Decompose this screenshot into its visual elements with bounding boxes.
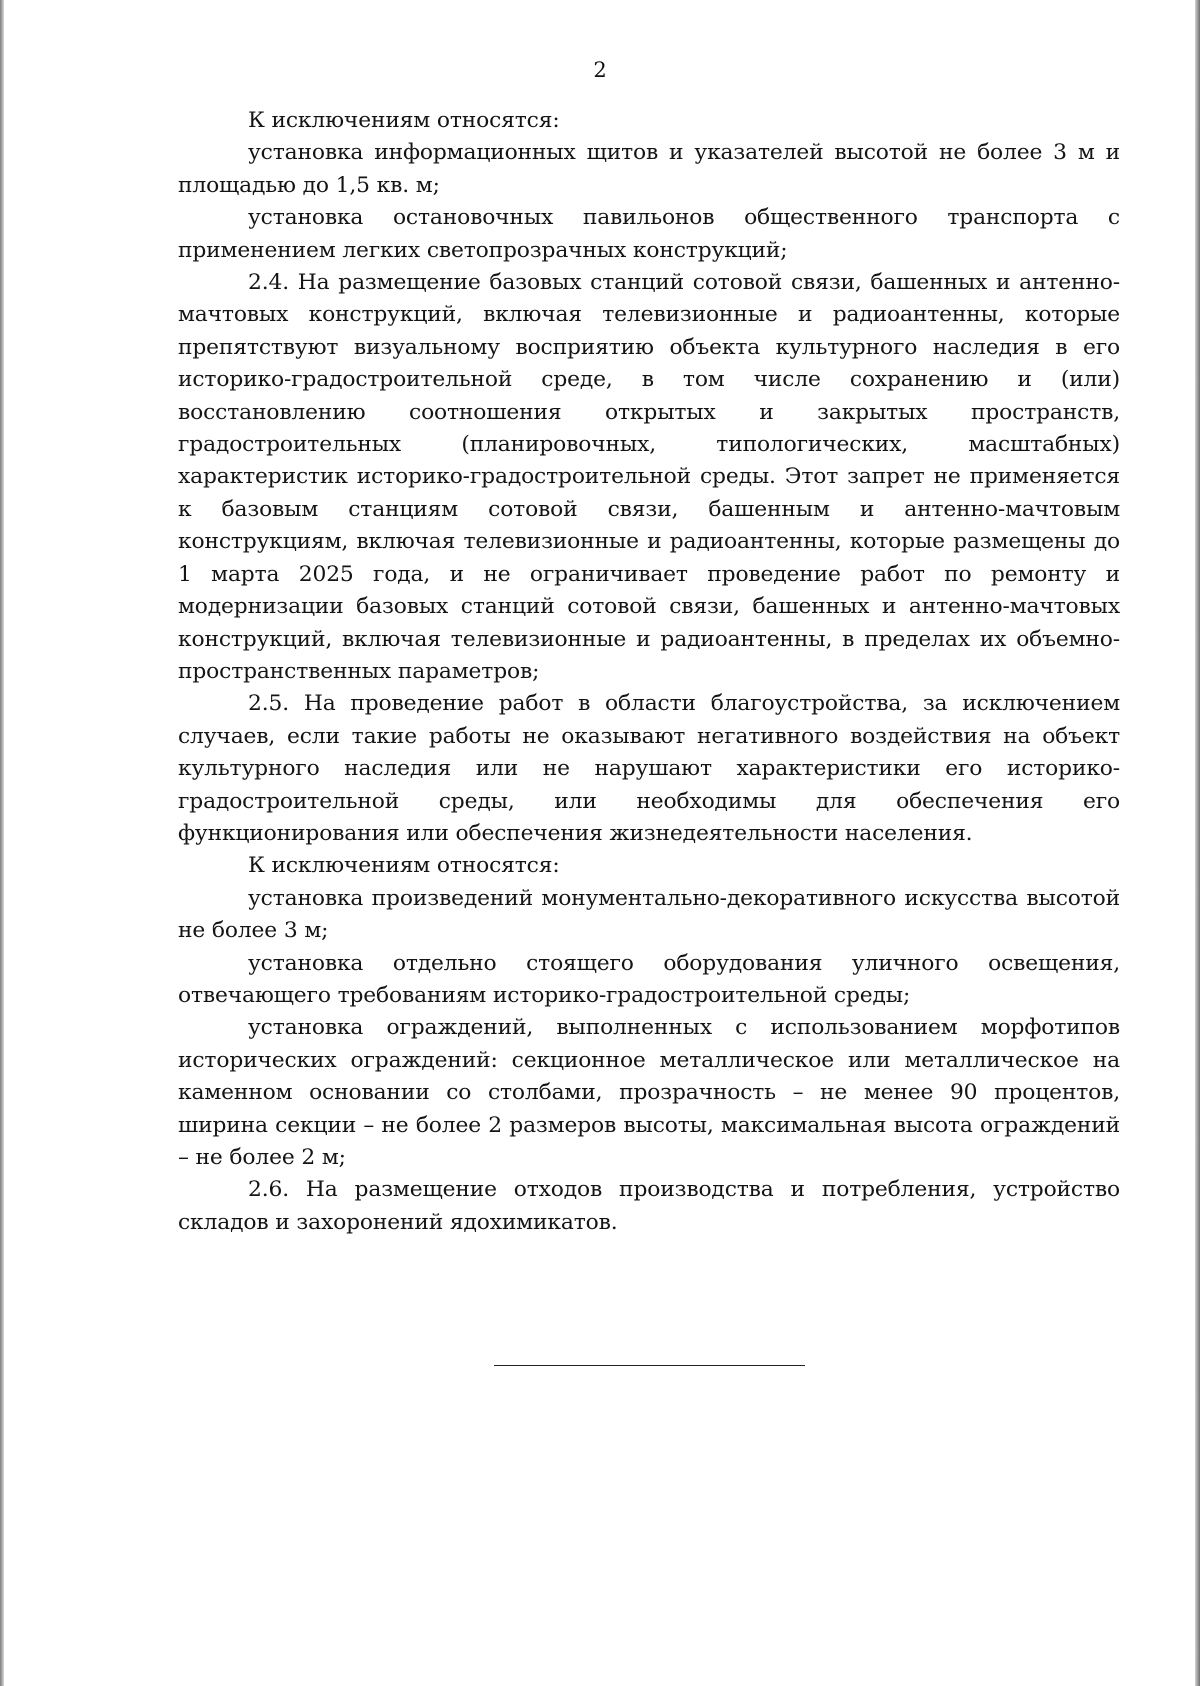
paragraph-info-boards: установка информационных щитов и указателей высотой не более 3 м и площадью до 1,5 кв. м; [178,140,1120,198]
page-number: 2 [593,58,607,82]
document-body [178,105,1120,1239]
paragraph-2-4: 2.4. На размещение базовых станций сотовой связи, башенных и антенно-мачтовых конструкций, включая телевизионные и радиоантенны, которые препятствуют визуальному восприятию объекта культурного наследия в его историко-градостроительной среде, в том числе сохранению и (или) восстановлению соотношения открытых и закрытых пространств, градостроительных (планировочных, типологических, масштабных) характеристик историко-градостроительной среды. Этот запрет не применяется к базовым станциям сотовой связи, башенным и антенно-мачтовым конструкциям, включая телевизионные и радиоантенны, которые размещены до 1 марта 2025 года, и не ограничивает проведение работ по ремонту и модернизации базовых станций сотовой связи, башенных и антенно-мачтовых конструкций, включая телевизионные и радиоантенны, в пределах их объемно-пространственных параметров; [178,270,1120,684]
paragraph-exceptions-heading: К исключениям относятся: [248,108,560,133]
scan-edge-right [1195,0,1200,1686]
end-of-document-line [494,1365,805,1366]
paragraph-fences: установка ограждений, выполненных с использованием морфотипов исторических ограждений: секционное металлическое или металлическое на каменном основании со столбами, прозрачность – не менее 90 процентов, ширина секции – не более 2 размеров высоты, максимальная высота ограждений – не более 2 м; [178,1015,1120,1170]
paragraph-bus-stops: установка остановочных павильонов общественного транспорта с применением легких светопрозрачных конструкций; [178,205,1120,263]
paragraph-monumental-art: установка произведений монументально-декоративного искусства высотой не более 3 м; [178,885,1120,944]
scan-edge-left [0,0,4,1686]
paragraph-street-lighting: установка отдельно стоящего оборудования уличного освещения, отвечающего требованиям историко-градостроительной среды; [178,950,1120,1008]
paragraph-2-5: 2.5. На проведение работ в области благоустройства, за исключением случаев, если такие работы не оказывают негативного воздействия на объект культурного наследия или не нарушают характеристики его историко-градостроительной среды, или необходимы для обеспечения его функционирования или обеспечения жизнедеятельности населения. [178,691,1120,846]
paragraph-exceptions-heading-2: К исключениям относятся: [248,853,560,879]
paragraph-2-6: 2.6. На размещение отходов производства и потребления, устройство складов и захоронений ядохимикатов. [178,1177,1120,1235]
